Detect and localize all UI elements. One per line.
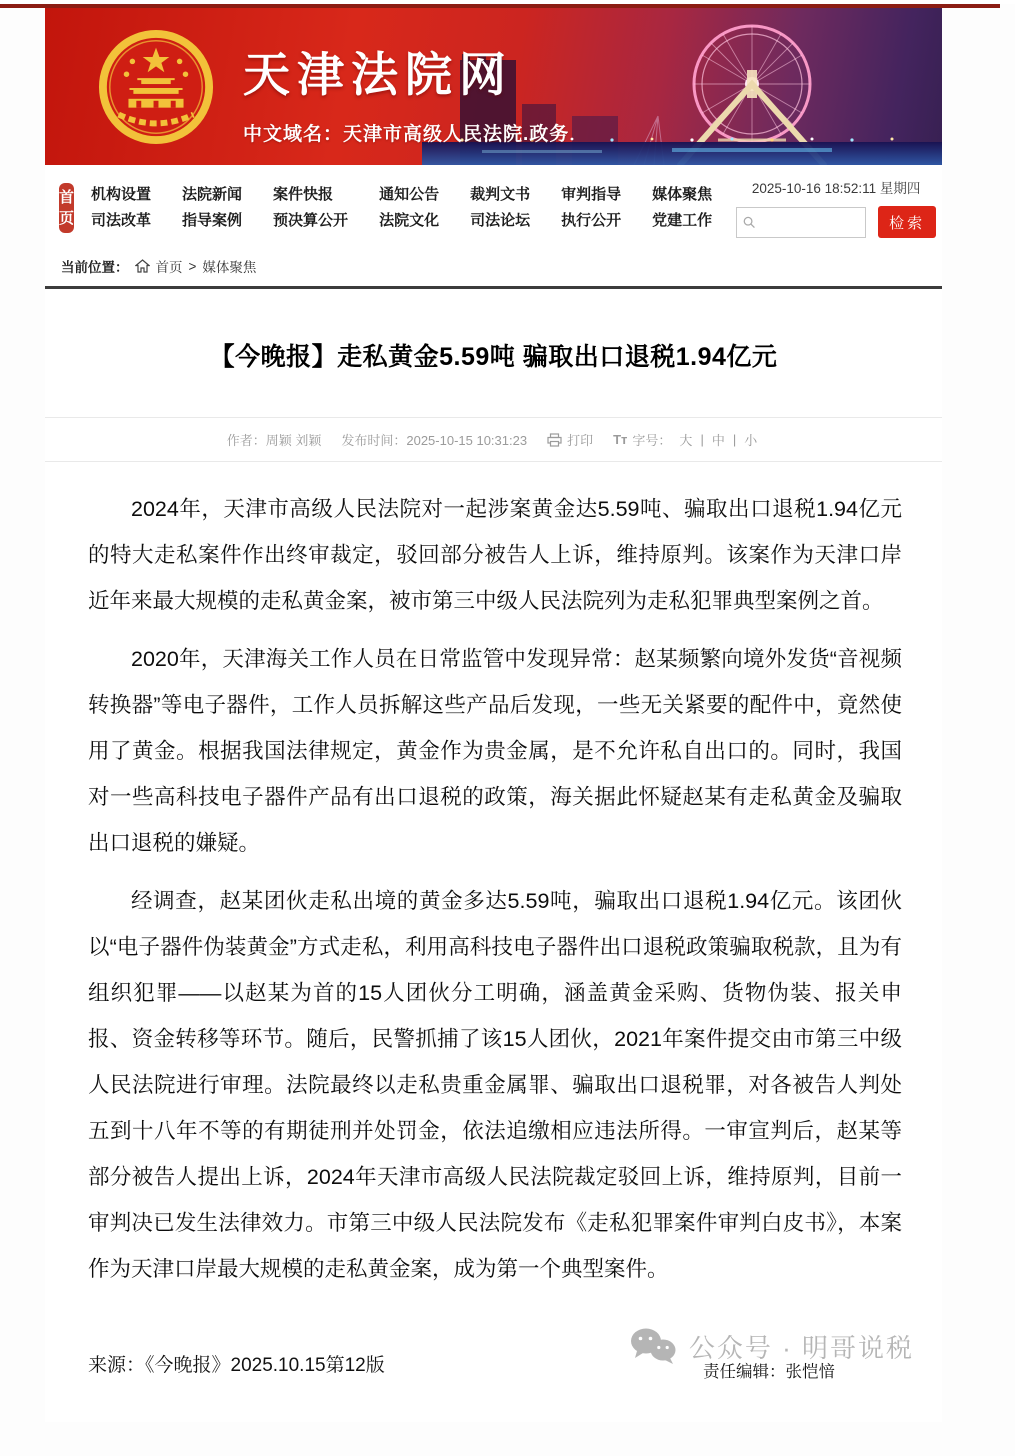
search-row xyxy=(736,206,936,238)
font-size-divider: | xyxy=(732,432,737,447)
breadcrumb-rule xyxy=(45,286,942,289)
printer-icon xyxy=(547,433,562,447)
banner-text xyxy=(243,38,569,146)
search-box[interactable] xyxy=(736,207,866,238)
font-size-small[interactable]: 小 xyxy=(744,433,758,448)
main-nav xyxy=(45,165,942,248)
breadcrumb xyxy=(45,248,942,286)
article-paragraph: 2024年，天津市高级人民法院对一起涉案黄金达5.59吨、骗取出口退税1.94亿元的特大走私案件作出终审裁定，驳回部分被告人上诉，维持原判。该案作为天津口岸近年来最大规模的走私黄金案，被市第三中级人民法院列为走私犯罪典型案例之首。 xyxy=(88,497,902,613)
breadcrumb-separator: > xyxy=(188,258,197,274)
search-input[interactable] xyxy=(761,215,859,230)
font-size-medium[interactable]: 中 xyxy=(711,433,725,448)
breadcrumb-label: 当前位置： xyxy=(61,260,129,275)
datetime-label: 2025-10-16 18:52:11 星期四 xyxy=(751,181,921,196)
nav-item-guidance[interactable]: 审判指导 执行公开 xyxy=(561,185,622,229)
article-body xyxy=(45,462,942,1292)
font-size-icon: Tт xyxy=(613,432,628,447)
breadcrumb-home-link[interactable]: 首页 xyxy=(155,260,183,275)
article-footer xyxy=(45,1326,942,1422)
page-container xyxy=(45,8,942,1422)
nav-item-notice[interactable]: 通知公告 法院文化 xyxy=(379,185,440,229)
wechat-icon xyxy=(629,1326,677,1366)
nav-item-news[interactable]: 法院新闻 指导案例 xyxy=(182,185,243,229)
nav-item-judgments[interactable]: 裁判文书 司法论坛 xyxy=(470,185,531,229)
article-meta-bar xyxy=(45,417,942,462)
home-icon xyxy=(135,259,150,273)
nav-item-media[interactable]: 媒体聚焦 党建工作 xyxy=(652,185,713,229)
article-source: 来源：《今晚报》2025.10.15第12版 xyxy=(88,1355,385,1376)
site-title: 天津法院网 xyxy=(243,48,513,101)
article-paragraph: 经调查，赵某团伙走私出境的黄金多达5.59吨，骗取出口退税1.94亿元。该团伙以“电子器件伪装黄金”方式走私，利用高科技电子器件出口退税政策骗取税款，且为有组织犯罪——以赵某为首的15人团伙分工明确，涵盖黄金采购、货物伪装、报关申报、资金转移等环节。随后，民警抓捕了该15人团伙，2021年案件提交由市第三中级人民法院进行审理。法院最终以走私贵重金属罪、骗取出口退税罪，对各被告人判处五到十八年不等的有期徒刑并处罚金，依法追缴相应违法所得。一审宣判后，赵某等部分被告人提出上诉，2024年天津市高级人民法院裁定驳回上诉，维持原判，目前一审判决已发生法律效力。市第三中级人民法院发布《走私犯罪案件审判白皮书》，本案作为天津口岸最大规模的走私黄金案，成为第一个典型案件。 xyxy=(88,889,902,1281)
font-size-divider: | xyxy=(700,432,704,447)
font-size-large[interactable]: 大 xyxy=(679,433,693,448)
article-title: 【今晚报】走私黄金5.59吨 骗取出口退税1.94亿元 xyxy=(209,343,778,371)
site-banner xyxy=(45,8,942,165)
breadcrumb-current[interactable]: 媒体聚焦 xyxy=(202,260,257,275)
font-size-label: 字号： xyxy=(632,433,672,448)
print-action[interactable]: 打印 xyxy=(547,430,593,449)
article-author: 作者：周颖 刘颖 xyxy=(226,433,322,448)
nav-right-panel xyxy=(736,177,936,238)
search-icon xyxy=(743,215,756,230)
nav-home-button[interactable]: 首页 xyxy=(59,183,74,233)
site-domain-label: 中文域名：天津市高级人民法院.政务 xyxy=(243,124,570,145)
watermark-text: 公众号 · 明哥说税 xyxy=(688,1332,914,1363)
search-button[interactable]: 检索 xyxy=(878,206,936,238)
article-publish-time: 发布时间：2025-10-15 10:31:23 xyxy=(341,433,528,448)
article-paragraph: 2020年，天津海关工作人员在日常监管中发现异常：赵某频繁向境外发货“音视频转换器”等电子器件，工作人员拆解这些产品后发现，一些无关紧要的配件中，竟然使用了黄金。根据我国法律规定，黄金作为贵金属，是不允许私自出口的。同时，我国对一些高科技电子器件产品有出口退税的政策，海关据此怀疑赵某有走私黄金及骗取出口退税的嫌疑。 xyxy=(88,647,902,855)
font-size-control xyxy=(613,430,760,449)
editor-credit: 责任编辑：张恺愔 xyxy=(703,1363,835,1381)
nav-item-org[interactable]: 机构设置 司法改革 xyxy=(91,185,152,229)
footer-right-block xyxy=(584,1326,914,1382)
nav-columns xyxy=(91,182,712,234)
national-emblem-icon xyxy=(97,26,215,148)
nav-item-cases[interactable]: 案件快报 预决算公开 xyxy=(273,185,349,229)
